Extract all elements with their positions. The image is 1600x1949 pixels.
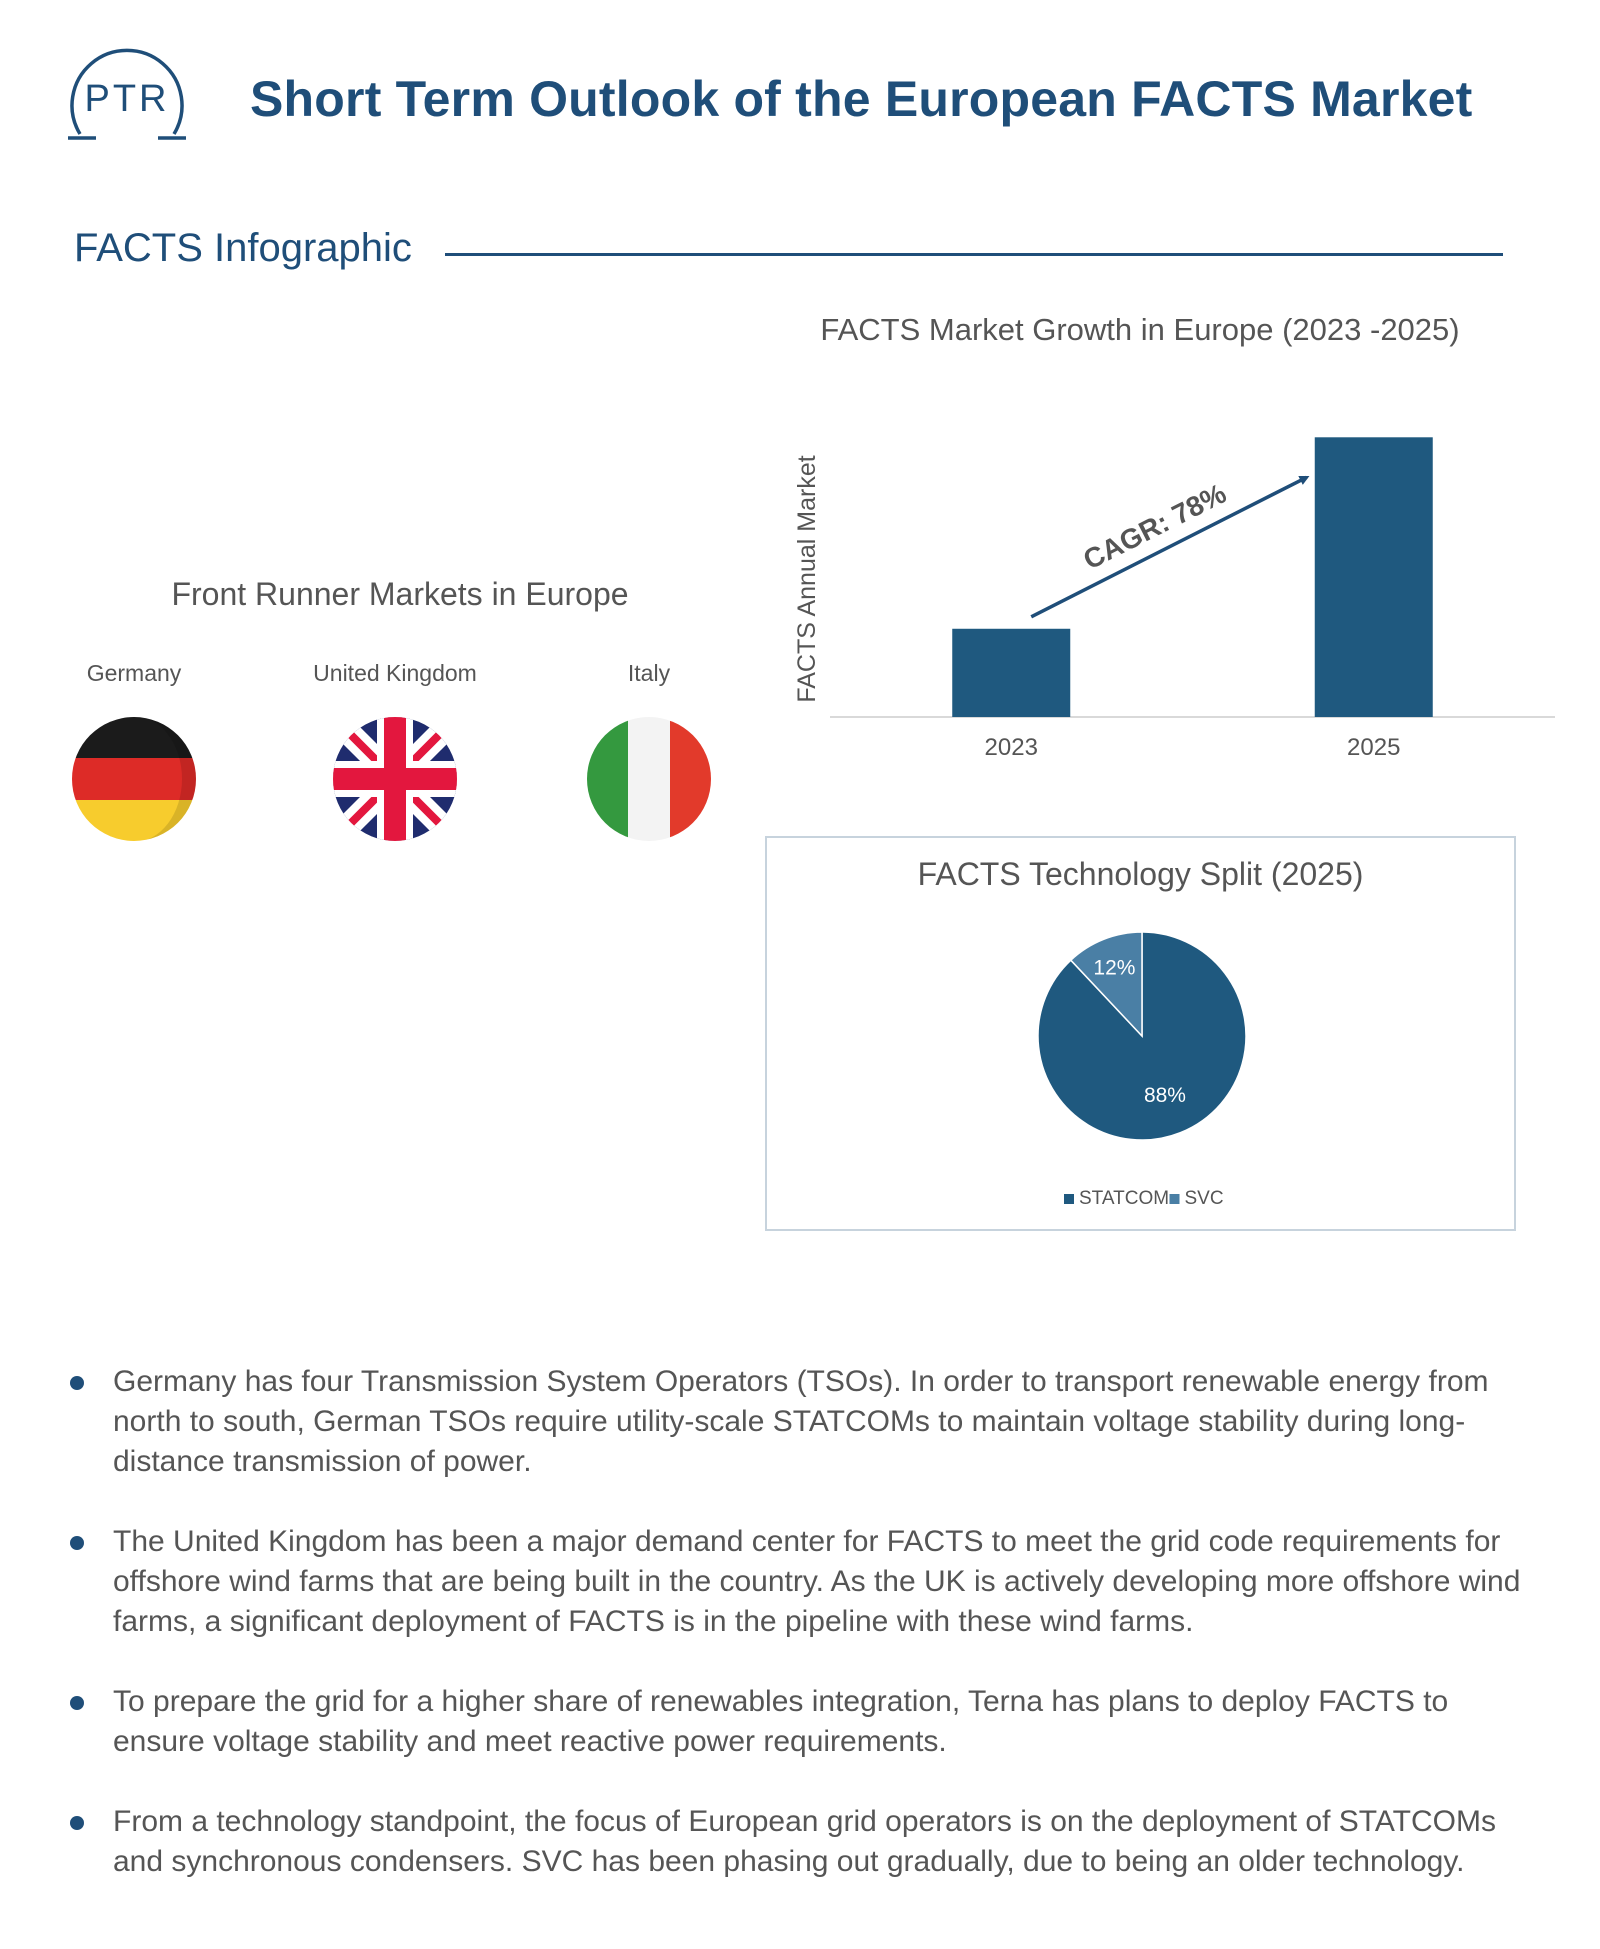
key-findings-list [70,1362,1530,1922]
germany-flag-icon [71,716,197,842]
bar-2023 [952,629,1070,717]
cagr-annotation: CAGR: 78% [1078,477,1232,576]
bullet-text: To prepare the grid for a higher share of renewables integration, Terna has plans to deploy FACTS to ensure voltage stability and meet reactive power requirements. [113,1685,1449,1758]
legend-label-statcom: STATCOM [1079,1188,1170,1209]
logo-text: PTR [84,78,170,120]
country-label-italy: Italy [627,660,671,686]
front-runner-title: Front Runner Markets in Europe [171,576,629,612]
bar-chart-title: FACTS Market Growth in Europe (2023 -2025) [820,312,1460,347]
country-label-germany: Germany [86,660,182,686]
list-item [70,1802,1530,1882]
bullet-icon [70,1536,84,1550]
bullet-icon [70,1376,84,1390]
bullet-icon [70,1816,84,1830]
x-tick-label-2025: 2025 [1347,734,1401,761]
section-title: FACTS Infographic [74,226,412,270]
bullet-icon [70,1696,84,1710]
x-tick-label-2023: 2023 [984,734,1038,761]
pie-data-label-statcom: 88% [1143,1084,1186,1108]
ptr-logo [62,42,192,150]
pie-data-label-svc: 12% [1093,956,1136,980]
uk-flag-icon [332,716,458,842]
market-growth-bar-chart [790,300,1560,770]
section-divider [445,253,1503,256]
technology-split-panel [765,836,1516,1231]
bullet-text: The United Kingdom has been a major demand center for FACTS to meet the grid code requirements for offshore wind farms that are being built in the country. As the UK is actively developing more offshore wind farms, a significant deployment of FACTS is in the pipeline with these wind farms. [113,1525,1521,1638]
bullet-text: From a technology standpoint, the focus of European grid operators is on the deployment of STATCOMs and synchronous condensers. SVC has been phasing out gradually, due to being an older technology. [113,1805,1496,1878]
legend-swatch-svc [1170,1194,1180,1204]
legend-label-svc: SVC [1184,1188,1224,1209]
bar-chart-y-axis-label: FACTS Annual Market [793,455,821,703]
cagr-arrow [1031,477,1307,616]
legend-swatch-statcom [1064,1194,1074,1204]
pie-chart-title: FACTS Technology Split (2025) [917,856,1364,892]
list-item [70,1362,1530,1482]
list-item [70,1522,1530,1642]
bullet-text: Germany has four Transmission System Operators (TSOs). In order to transport renewable energy from north to south, German TSOs require utility-scale STATCOMs to maintain voltage stability during long-distance transmission of power. [113,1365,1489,1478]
country-label-uk: United Kingdom [313,660,477,686]
list-item [70,1682,1530,1762]
italy-flag-icon [586,716,712,842]
bar-2025 [1315,437,1433,717]
page-title: Short Term Outlook of the European FACTS Market [250,71,1473,127]
technology-split-pie-chart [767,838,1518,1233]
